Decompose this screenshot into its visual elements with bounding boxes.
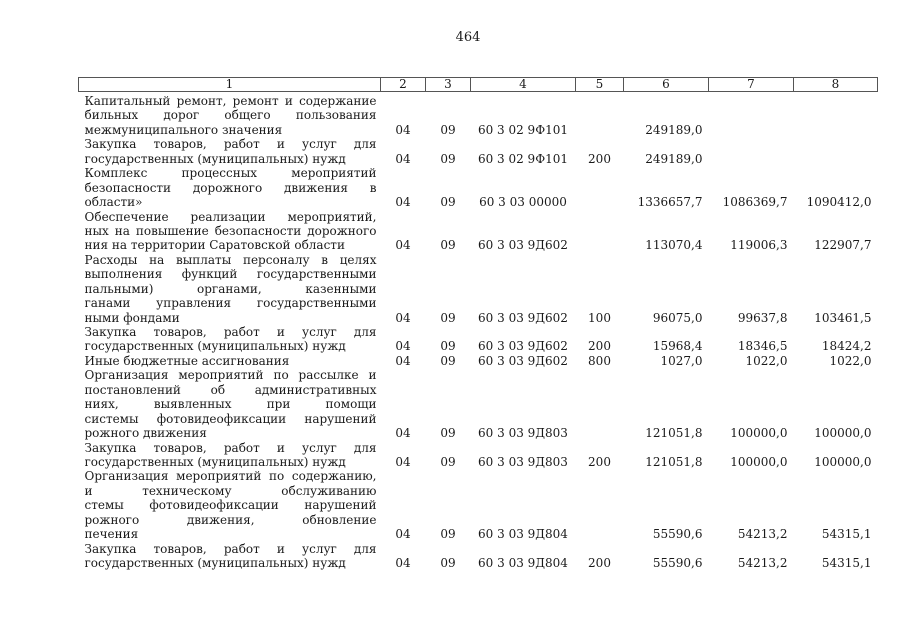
amount-col-7: [709, 137, 794, 166]
expense-type: 200: [588, 339, 611, 354]
description-line: пальными) органами, казенными: [84, 281, 377, 296]
description-line: Капитальный ремонт, ремонт и содержание: [84, 94, 377, 108]
subsection-code: 09: [440, 122, 456, 137]
description-line: Закупка товаров, работ и услуг для: [84, 325, 377, 339]
target-article: 60 3 03 9Д602: [478, 353, 568, 368]
table-row: [79, 325, 878, 354]
amount-col-6: 1027,0: [660, 353, 703, 368]
expense-type: 200: [588, 454, 611, 469]
description-line: Организация мероприятий по рассылке и: [84, 368, 377, 383]
amount-col-8: 103461,5: [814, 310, 872, 325]
description-line: Закупка товаров, работ и услуг для: [84, 541, 377, 556]
section-code: 04: [395, 353, 411, 368]
row-description: [79, 469, 381, 541]
target-article: 60 3 03 9Д803: [478, 454, 568, 469]
amount-col-6: 121051,8: [645, 454, 703, 469]
subsection-code: 09: [440, 339, 456, 354]
description-line: Закупка товаров, работ и услуг для: [84, 440, 377, 455]
amount-col-8: [794, 137, 878, 166]
section-code: 04: [395, 195, 411, 210]
description-line: Обеспечение реализации мероприятий,: [84, 209, 377, 224]
table-body: [79, 92, 878, 571]
expense-type: 800: [588, 353, 611, 368]
subsection-code: 09: [440, 238, 456, 253]
table-row: [79, 354, 878, 368]
amount-col-7: 119006,3: [730, 238, 788, 253]
amount-col-7: 99637,8: [737, 310, 788, 325]
expense-type: [576, 368, 624, 440]
page-number: 464: [455, 30, 481, 45]
description-line: печения: [84, 527, 139, 542]
expense-type: [576, 92, 624, 138]
table-row: [79, 368, 878, 440]
expense-type: 200: [588, 151, 611, 166]
description-line: Организация мероприятий по содержанию,: [84, 469, 377, 484]
description-line: рожного движения, обновление: [84, 512, 377, 527]
header-col-5: 5: [576, 78, 624, 92]
amount-col-7: 54213,2: [737, 556, 788, 570]
description-line: рожного движения: [84, 426, 207, 441]
subsection-code: 09: [440, 556, 456, 570]
row-description: [79, 542, 381, 571]
row-description: [79, 368, 381, 440]
description-line: ниях, выявленных при помощи: [84, 397, 377, 412]
row-description: [79, 92, 381, 138]
header-col-4: 4: [471, 78, 576, 92]
amount-col-8: 1090412,0: [806, 195, 872, 210]
row-description: [79, 441, 381, 470]
description-line: ганами управления государственными: [84, 296, 377, 311]
subsection-code: 09: [440, 353, 456, 368]
header-col-2: 2: [381, 78, 426, 92]
amount-col-8: 18424,2: [821, 339, 872, 354]
amount-col-8: 54315,1: [821, 556, 872, 570]
section-code: 04: [395, 426, 411, 441]
description-line: Комплекс процессных мероприятий: [84, 166, 377, 181]
header-col-7: 7: [709, 78, 794, 92]
expense-type: [576, 210, 624, 253]
description-line: системы фотовидеофиксации нарушений: [84, 411, 377, 426]
section-code: 04: [395, 556, 411, 570]
amount-col-8: 100000,0: [814, 426, 872, 441]
description-line: области»: [84, 195, 143, 210]
target-article: 60 3 02 9Ф101: [477, 151, 569, 166]
header-col-1: 1: [79, 78, 381, 92]
target-article: 60 3 02 9Ф101: [477, 122, 569, 137]
amount-col-6: 249189,0: [645, 122, 703, 137]
section-code: 04: [395, 454, 411, 469]
description-line: стемы фотовидеофиксации нарушений: [84, 498, 377, 513]
description-line: ными фондами: [84, 310, 180, 325]
table-row: [79, 166, 878, 209]
table-row: [79, 441, 878, 470]
description-line: государственных (муниципальных) нужд: [84, 556, 346, 571]
description-line: и техническому обслуживанию: [84, 483, 377, 498]
amount-col-6: 113070,4: [645, 238, 703, 253]
expense-type: 100: [588, 310, 611, 325]
expense-type: [576, 166, 624, 209]
row-description: [79, 354, 381, 368]
amount-col-6: 1336657,7: [637, 195, 703, 210]
header-col-8: 8: [794, 78, 878, 92]
amount-col-8: 1022,0: [829, 353, 872, 368]
header-col-6: 6: [624, 78, 709, 92]
budget-table: [78, 77, 878, 570]
description-line: постановлений об административных: [84, 382, 377, 397]
amount-col-8: [794, 92, 878, 138]
row-description: [79, 137, 381, 166]
target-article: 60 3 03 9Д602: [478, 238, 568, 253]
description-line: бильных дорог общего пользования: [84, 108, 377, 123]
description-line: Расходы на выплаты персоналу в целях: [84, 252, 377, 267]
target-article: 60 3 03 9Д803: [478, 426, 568, 441]
description-line: государственных (муниципальных) нужд: [84, 454, 346, 469]
description-line: Иные бюджетные ассигнования: [84, 353, 290, 368]
description-line: ных на повышение безопасности дорожного: [84, 223, 377, 238]
target-article: 60 3 03 9Д602: [478, 339, 568, 354]
amount-col-6: 121051,8: [645, 426, 703, 441]
description-line: ния на территории Саратовской области: [84, 238, 345, 253]
expense-type: [576, 469, 624, 541]
amount-col-6: 55590,6: [652, 556, 703, 570]
row-description: [79, 253, 381, 325]
amount-col-7: 100000,0: [730, 454, 788, 469]
table-row: [79, 210, 878, 253]
amount-col-6: 96075,0: [652, 310, 703, 325]
header-col-3: 3: [426, 78, 471, 92]
description-line: межмуниципального значения: [84, 122, 283, 137]
table-row: [79, 137, 878, 166]
row-description: [79, 166, 381, 209]
section-code: 04: [395, 151, 411, 166]
section-code: 04: [395, 238, 411, 253]
subsection-code: 09: [440, 195, 456, 210]
subsection-code: 09: [440, 527, 456, 542]
table-row: [79, 469, 878, 541]
description-line: государственных (муниципальных) нужд: [84, 151, 346, 166]
subsection-code: 09: [440, 151, 456, 166]
amount-col-6: 249189,0: [645, 151, 703, 166]
subsection-code: 09: [440, 454, 456, 469]
description-line: Закупка товаров, работ и услуг для: [84, 137, 377, 152]
description-line: государственных (муниципальных) нужд: [84, 339, 346, 354]
amount-col-7: 18346,5: [737, 339, 788, 354]
target-article: 60 3 03 9Д804: [478, 527, 568, 542]
amount-col-6: 55590,6: [652, 527, 703, 542]
description-line: выполнения функций государственными: [84, 267, 377, 282]
row-description: [79, 325, 381, 354]
amount-col-7: 100000,0: [730, 426, 788, 441]
amount-col-6: 15968,4: [652, 339, 703, 354]
section-code: 04: [395, 527, 411, 542]
section-code: 04: [395, 122, 411, 137]
expense-type: 200: [588, 556, 611, 570]
subsection-code: 09: [440, 310, 456, 325]
target-article: 60 3 03 00000: [479, 195, 567, 210]
amount-col-8: 122907,7: [814, 238, 872, 253]
header-row: [79, 78, 878, 92]
section-code: 04: [395, 339, 411, 354]
amount-col-7: 54213,2: [737, 527, 788, 542]
section-code: 04: [395, 310, 411, 325]
target-article: 60 3 03 9Д602: [478, 310, 568, 325]
table-row: [79, 253, 878, 325]
amount-col-7: [709, 92, 794, 138]
subsection-code: 09: [440, 426, 456, 441]
amount-col-8: 100000,0: [814, 454, 872, 469]
target-article: 60 3 03 9Д804: [478, 556, 568, 570]
amount-col-7: 1022,0: [745, 353, 788, 368]
row-description: [79, 210, 381, 253]
amount-col-7: 1086369,7: [722, 195, 788, 210]
description-line: безопасности дорожного движения в: [84, 180, 377, 195]
table-row: [79, 542, 878, 571]
amount-col-8: 54315,1: [821, 527, 872, 542]
table-row: [79, 92, 878, 138]
